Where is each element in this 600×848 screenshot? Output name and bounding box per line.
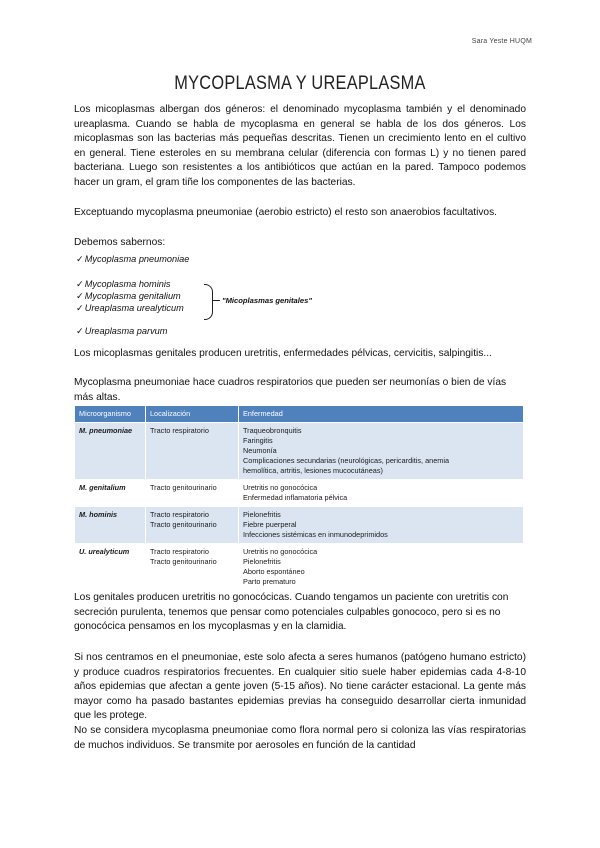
location-cell: Tracto respiratorio <box>146 423 239 480</box>
gonococcal-paragraph: Los genitales producen uretritis no gonocócicas. Cuando tengamos un paciente con uretritis con secreción purulenta, tenemos que pensar como potenciales culpables gonococo, pero si es no gonocócica pensamos en los mycoplasmas y en la clamidia. <box>74 592 509 632</box>
table-row <box>75 423 524 480</box>
genital-group-label: "Micoplasmas genitales" <box>222 296 312 305</box>
disease-cell: Uretritis no gonocócica Enfermedad inflamatoria pélvica <box>239 480 524 507</box>
location-cell: Tracto respiratorio Tracto genitourinario <box>146 507 239 544</box>
header-author: Sara Yeste HUQM <box>471 38 532 45</box>
disease-cell: Traqueobronquitis Faringitis Neumonía Complicaciones secundarias (neurológicas, pericarditis, anemia hemolítica, artritis, lesiones mucocutáneas) <box>239 423 524 480</box>
page-title: MYCOPLASMA Y UREAPLASMA <box>174 73 426 94</box>
check-icon: ✓ <box>76 254 84 264</box>
column-header: Localización <box>146 406 239 423</box>
column-header: Enfermedad <box>239 406 524 423</box>
organism-cell: M. pneumoniae <box>75 423 146 480</box>
microorganism-table <box>74 405 524 591</box>
transmission-paragraph: No se considera mycoplasma pneumoniae como flora normal pero si coloniza las vías respiratorias de muchos individuos. Se transmite por aerosoles en función de la cantidad <box>74 725 526 751</box>
checklist-item: ✓Mycoplasma pneumoniae <box>76 254 190 264</box>
check-icon: ✓ <box>76 303 84 313</box>
column-header: Microorganismo <box>75 406 146 423</box>
grouping-brace-tip <box>212 300 220 301</box>
genital-mycoplasmas-paragraph: Los micoplasmas genitales producen uretritis, enfermedades pélvicas, cervicitis, salpingitis... <box>74 348 492 359</box>
location-cell: Tracto genitourinario <box>146 480 239 507</box>
checklist-item: ✓Mycoplasma hominis <box>76 279 171 289</box>
intro-lead-in: Debemos sabernos: <box>74 237 166 248</box>
checklist-item: ✓Ureaplasma urealyticum <box>76 303 184 313</box>
intro-facultative-paragraph: Exceptuando mycoplasma pneumoniae (aerobio estricto) el resto son anaerobios facultativos. <box>74 207 498 218</box>
intro-paragraph: Los micoplasmas albergan dos géneros: el denominado mycoplasma también y el denominado ureaplasma. Cuando se habla de mycoplasma en general se habla de los dos géneros. Los micoplasmas son las bacterias más pequeñas descritas. Tienen un crecimiento lento en el cultivo en general. Tiene esteroles en su membrana celular (diferencia con formas L) y no tienen pared bacteriana. Luego son resistentes a los antibióticos que actúan en la pared. Tampoco podemos hacer un gram, el gram tiñe los componentes de las bacterias. <box>74 104 526 188</box>
organism-cell: M. genitalium <box>75 480 146 507</box>
disease-cell: Uretritis no gonocócica Pielonefritis Aborto espontáneo Parto prematuro <box>239 544 524 591</box>
organism-cell: M. hominis <box>75 507 146 544</box>
table-row <box>75 480 524 507</box>
check-icon: ✓ <box>76 291 84 301</box>
checklist-item: ✓Mycoplasma genitalium <box>76 291 181 301</box>
check-icon: ✓ <box>76 279 84 289</box>
epidemiology-paragraph: Si nos centramos en el pneumoniae, este solo afecta a seres humanos (patógeno humano estricto) y produce cuadros respiratorios frecuentes. En cualquier sitio suele haber epidemias cada 4-8-10 años epidemias que afectan a gente joven (5-15 años). No tiene carácter estacional. La gente más mayor como ha pasado bastantes epidemias previas ha conseguido desarrollar cierta inmunidad que les protege. <box>74 652 526 721</box>
checklist-item: ✓Ureaplasma parvum <box>76 326 168 336</box>
check-icon: ✓ <box>76 326 84 336</box>
table-row <box>75 507 524 544</box>
grouping-brace <box>204 284 213 320</box>
organism-cell: U. urealyticum <box>75 544 146 591</box>
location-cell: Tracto respiratorio Tracto genitourinario <box>146 544 239 591</box>
pneumoniae-paragraph: Mycoplasma pneumoniae hace cuadros respiratorios que pueden ser neumonías o bien de vías más altas. <box>74 377 507 403</box>
table-row <box>75 544 524 591</box>
table-header-row <box>75 406 524 423</box>
disease-cell: Pielonefritis Fiebre puerperal Infecciones sistémicas en inmunodeprimidos <box>239 507 524 544</box>
